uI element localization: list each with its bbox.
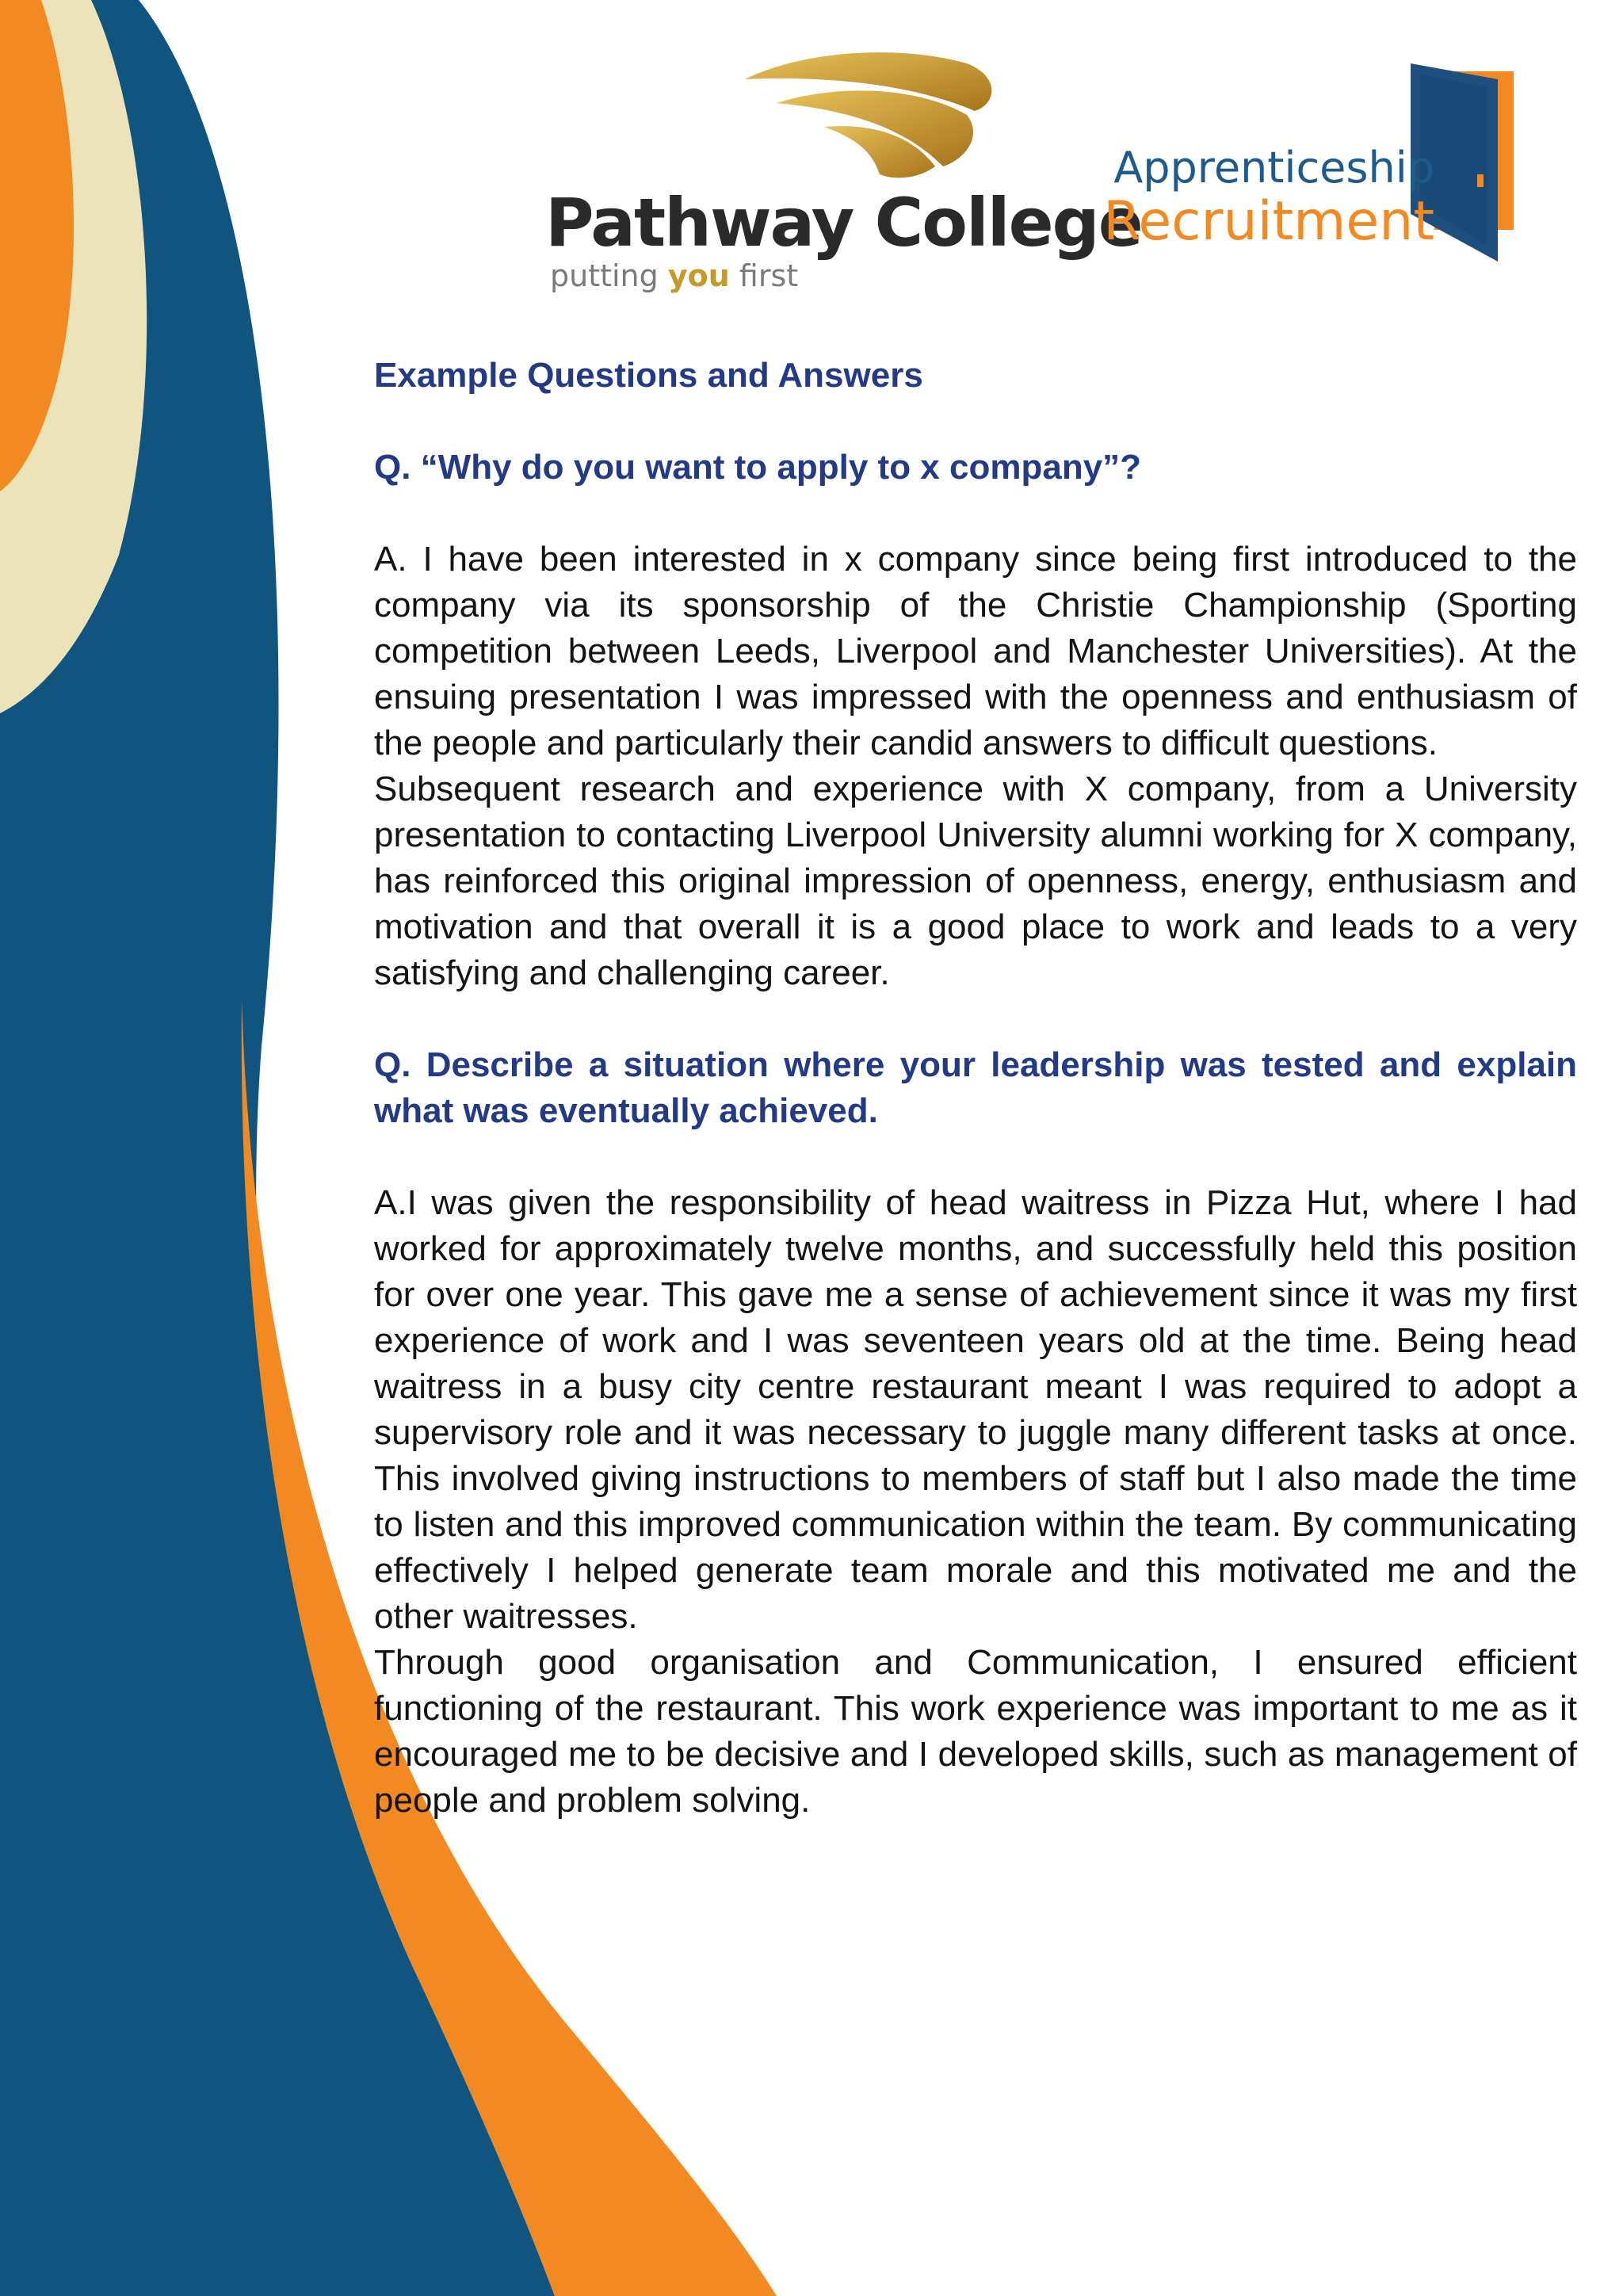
logo-line-1: Apprenticeship — [1113, 143, 1434, 193]
page-title: Example Questions and Answers — [374, 356, 923, 395]
pathway-college-logo — [539, 48, 1142, 293]
answer-paragraph: A.I was given the responsibility of head waitress in Pizza Hut, where I had worked for approximately twelve months, and successfully held this position for over one year. This gave me a sense of achievement since it was my first experience of work and I was seventeen years old at the time. Being head waitress in a busy city centre restaurant meant I was required to adopt a supervisory role and it was necessary to juggle many different tasks at once. This involved giving instructions to members of staff but I also made the time to listen and this improved communication within the team. By communicating effectively I helped generate team morale and this motivated me and the other waitresses. — [374, 1183, 1577, 1636]
answer-1 — [374, 537, 1577, 996]
logo-line-2: Recruitment — [1103, 190, 1434, 253]
question-2: Q. Describe a situation where your leadership was tested and explain what was eventually achieved. — [374, 1045, 1577, 1130]
question-1: Q. “Why do you want to apply to x company”? — [374, 448, 1142, 487]
answer-2 — [374, 1180, 1577, 1824]
document-body — [374, 353, 1577, 1824]
swoosh-icon — [729, 48, 999, 182]
tagline-after: first — [739, 258, 799, 293]
answer-paragraph: A. I have been interested in x company since being first introduced to the company via its sponsorship of the Christie Championship (Sporting competition between Leeds, Liverpool and Manchester Universities). At the ensuing presentation I was impressed with the openness and enthusiasm of the people and particularly their candid answers to difficult questions. — [374, 540, 1577, 762]
answer-paragraph: Through good organisation and Communication, I ensured efficient functioning of the restaurant. This work experience was important to me as it encouraged me to be decisive and I developed skills, such as management of people and problem solving. — [374, 1643, 1577, 1820]
tagline-emphasis: you — [667, 258, 730, 293]
college-name: Pathway College — [545, 184, 1142, 262]
tagline-before: putting — [550, 258, 659, 293]
answer-paragraph: Subsequent research and experience with X company, from a University presentation to contacting Liverpool University alumni working for X company, has reinforced this original impression of openness, energy, enthusiasm and motivation and that overall it is a good place to work and leads to a very satisfying and challenging career. — [374, 770, 1577, 992]
apprenticeship-recruitment-logo — [1062, 63, 1553, 269]
college-tagline — [550, 258, 798, 293]
